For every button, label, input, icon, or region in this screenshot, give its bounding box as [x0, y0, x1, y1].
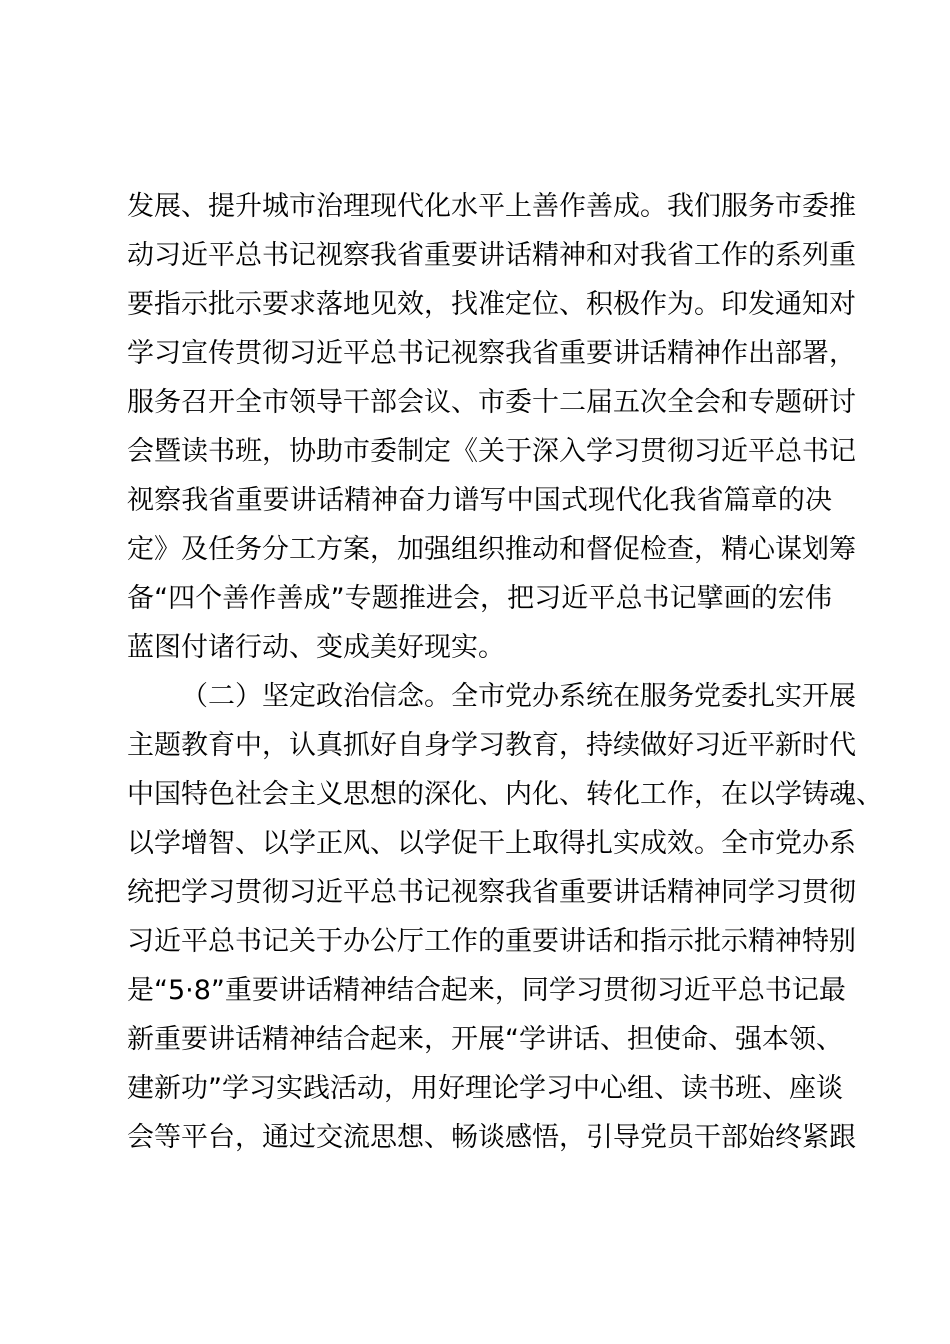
text-line: 中国特色社会主义思想的深化、内化、转化工作，在以学铸魂、	[127, 779, 883, 810]
text-line: 会暨读书班，协助市委制定《关于深入学习贯彻习近平总书记	[127, 436, 856, 467]
text-line: 主题教育中，认真抓好自身学习教育，持续做好习近平新时代	[127, 730, 856, 761]
document-body	[127, 182, 883, 1162]
text-line: 动习近平总书记视察我省重要讲话精神和对我省工作的系列重	[127, 240, 856, 271]
text-line: 以学增智、以学正风、以学促干上取得扎实成效。全市党办系	[127, 828, 856, 859]
text-line: 服务召开全市领导干部会议、市委十二届五次全会和专题研讨	[127, 387, 856, 418]
text-line: 蓝图付诸行动、变成美好现实。	[127, 632, 505, 663]
text-line: 建新功”学习实践活动，用好理论学习中心组、读书班、座谈	[127, 1073, 843, 1104]
paragraph-1	[127, 182, 856, 672]
section-heading-line: （二）坚定政治信念。全市党办系统在服务党委扎实开展	[181, 681, 856, 712]
paragraph-2	[127, 672, 883, 1162]
text-line: 习近平总书记关于办公厅工作的重要讲话和指示批示精神特别	[127, 926, 856, 957]
text-line: 会等平台，通过交流思想、畅谈感悟，引导党员干部始终紧跟	[127, 1122, 856, 1153]
text-line: 要指示批示要求落地见效，找准定位、积极作为。印发通知对	[127, 289, 856, 320]
text-line: 发展、提升城市治理现代化水平上善作善成。我们服务市委推	[127, 191, 856, 222]
text-line: 定》及任务分工方案，加强组织推动和督促检查，精心谋划筹	[127, 534, 856, 565]
text-line: 视察我省重要讲话精神奋力谱写中国式现代化我省篇章的决	[127, 485, 832, 516]
text-line: 备“四个善作善成”专题推进会，把习近平总书记擘画的宏伟	[127, 583, 832, 614]
text-line: 新重要讲话精神结合起来，开展“学讲话、担使命、强本领、	[127, 1024, 843, 1055]
text-line: 统把学习贯彻习近平总书记视察我省重要讲话精神同学习贯彻	[127, 877, 856, 908]
text-line: 是“5·8”重要讲话精神结合起来，同学习贯彻习近平总书记最	[127, 975, 846, 1006]
text-line: 学习宣传贯彻习近平总书记视察我省重要讲话精神作出部署，	[127, 338, 856, 369]
